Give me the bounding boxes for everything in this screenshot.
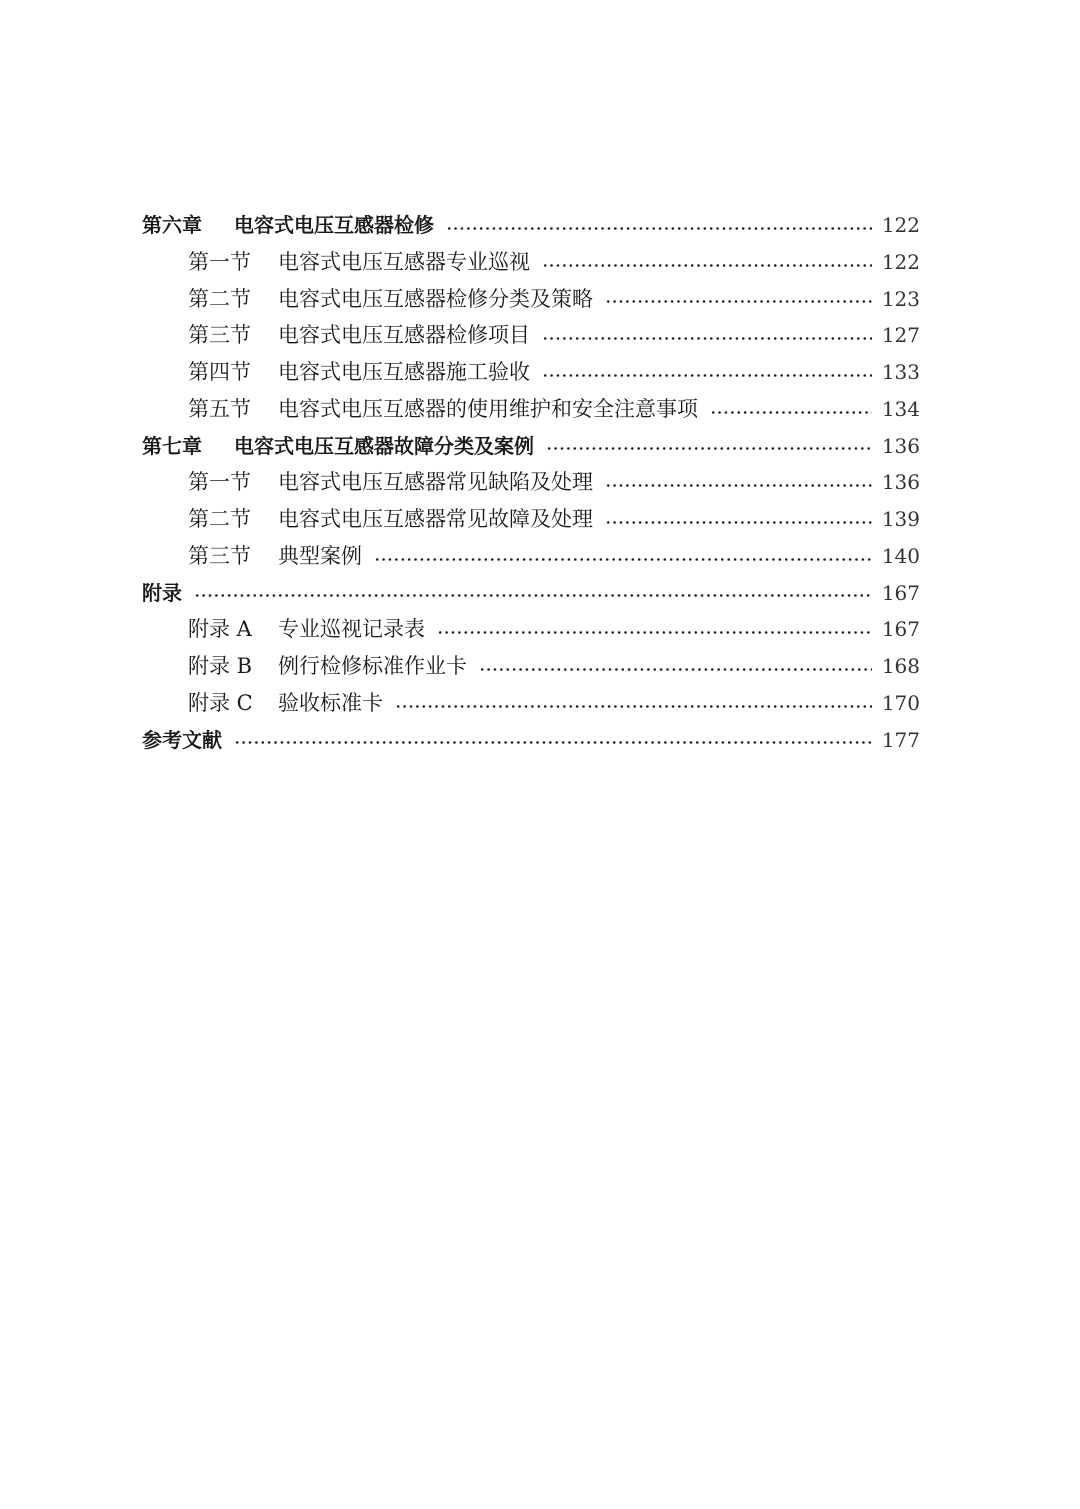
toc-page-number: 122 <box>881 249 920 274</box>
toc-title: 电容式电压互感器施工验收 <box>278 360 530 384</box>
toc-chapter-7[interactable] <box>142 428 920 465</box>
toc-title: 电容式电压互感器检修项目 <box>278 323 530 348</box>
toc-number: 第二节 <box>188 286 251 311</box>
toc-appendix[interactable] <box>142 575 920 612</box>
dot-leader <box>605 300 872 303</box>
toc-page-number: 168 <box>881 654 920 678</box>
dot-leader <box>395 705 872 708</box>
toc-section[interactable] <box>142 391 920 428</box>
toc-page-number: 123 <box>881 286 920 311</box>
dot-leader <box>194 594 872 597</box>
toc-page-number: 127 <box>881 323 920 348</box>
toc-number: 附录 A <box>188 617 252 642</box>
dot-leader <box>234 741 872 744</box>
toc-page-number: 122 <box>881 213 920 237</box>
dot-leader <box>605 521 872 524</box>
toc-title: 电容式电压互感器故障分类及案例 <box>234 433 534 458</box>
toc-number: 附录 B <box>188 654 253 678</box>
dot-leader <box>446 227 872 230</box>
toc-appendix-item[interactable] <box>142 685 920 722</box>
toc-section[interactable] <box>142 464 920 501</box>
toc-section[interactable] <box>142 501 920 538</box>
toc-number: 第三节 <box>188 543 251 568</box>
toc-title: 典型案例 <box>278 543 362 568</box>
toc-title: 验收标准卡 <box>278 690 383 715</box>
toc-number: 第五节 <box>188 396 251 421</box>
table-of-contents <box>142 207 920 758</box>
toc-title: 电容式电压互感器专业巡视 <box>278 249 530 274</box>
toc-page-number: 134 <box>881 396 920 421</box>
toc-page-number: 140 <box>881 543 920 568</box>
toc-number: 第一节 <box>188 470 251 495</box>
dot-leader <box>437 631 872 634</box>
dot-leader <box>542 337 872 340</box>
toc-page-number: 177 <box>881 727 920 752</box>
toc-page-number: 136 <box>881 433 920 458</box>
dot-leader <box>374 558 872 561</box>
toc-section[interactable] <box>142 538 920 575</box>
toc-section[interactable] <box>142 281 920 318</box>
toc-number: 第二节 <box>188 507 251 531</box>
toc-title: 电容式电压互感器常见故障及处理 <box>278 507 593 531</box>
toc-page-number: 167 <box>881 580 920 605</box>
toc-title: 参考文献 <box>142 727 222 752</box>
toc-appendix-item[interactable] <box>142 648 920 685</box>
toc-number: 第三节 <box>188 323 251 348</box>
toc-references[interactable] <box>142 722 920 759</box>
dot-leader <box>710 411 872 414</box>
toc-chapter-6[interactable] <box>142 207 920 244</box>
toc-number: 附录 C <box>188 690 253 715</box>
dot-leader <box>479 668 872 671</box>
toc-title: 例行检修标准作业卡 <box>278 654 467 678</box>
toc-number: 第六章 <box>142 213 202 237</box>
dot-leader <box>546 447 872 450</box>
toc-section[interactable] <box>142 244 920 281</box>
toc-title: 电容式电压互感器的使用维护和安全注意事项 <box>278 396 698 421</box>
toc-number: 第四节 <box>188 360 251 384</box>
toc-page-number: 170 <box>881 690 920 715</box>
toc-title: 电容式电压互感器常见缺陷及处理 <box>278 470 593 495</box>
dot-leader <box>542 264 872 267</box>
toc-title: 专业巡视记录表 <box>278 617 425 642</box>
dot-leader <box>605 484 872 487</box>
toc-page-number: 133 <box>881 360 920 384</box>
toc-page-number: 139 <box>881 507 920 531</box>
toc-title: 电容式电压互感器检修分类及策略 <box>278 286 593 311</box>
toc-number: 第一节 <box>188 249 251 274</box>
toc-section[interactable] <box>142 317 920 354</box>
dot-leader <box>542 374 872 377</box>
toc-number: 第七章 <box>142 433 202 458</box>
toc-appendix-item[interactable] <box>142 611 920 648</box>
toc-page-number: 136 <box>881 470 920 495</box>
toc-title: 附录 <box>142 580 182 605</box>
toc-section[interactable] <box>142 354 920 391</box>
toc-title: 电容式电压互感器检修 <box>234 213 434 237</box>
toc-page-number: 167 <box>881 617 920 642</box>
